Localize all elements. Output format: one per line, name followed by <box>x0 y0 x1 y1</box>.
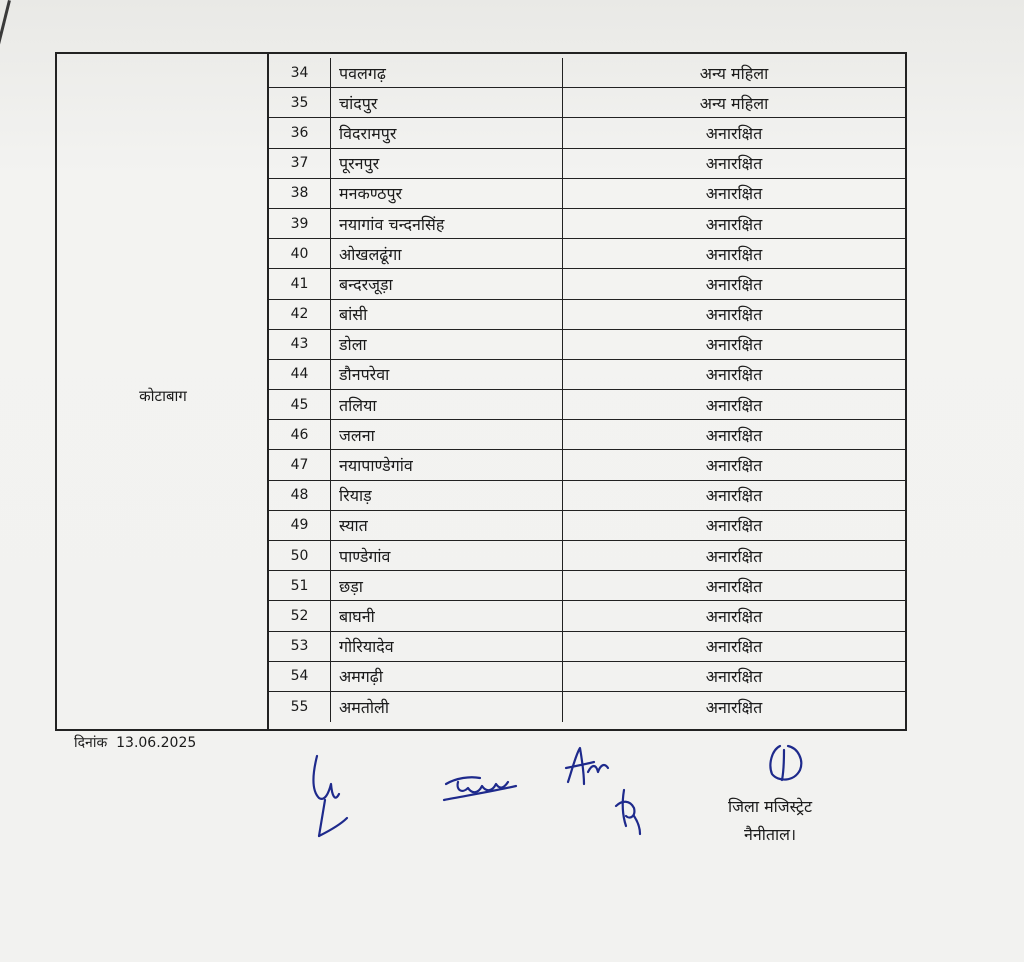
village-name: जलना <box>331 420 563 449</box>
reservation-table <box>55 52 907 731</box>
serial-number: 53 <box>269 632 331 661</box>
serial-number: 41 <box>269 269 331 298</box>
reservation-category: अनारक्षित <box>705 335 763 355</box>
village-name: रियाड़ <box>331 481 563 510</box>
village-name: मनकण्ठपुर <box>331 179 563 208</box>
serial-number: 50 <box>269 541 331 570</box>
village-name: बन्दरजूड़ा <box>331 269 563 298</box>
serial-number: 36 <box>269 118 331 147</box>
signature-1 <box>305 752 360 842</box>
signatory-block <box>728 793 812 849</box>
table-row <box>269 300 905 330</box>
reservation-category: अनारक्षित <box>705 698 763 718</box>
reservation-category: अनारक्षित <box>705 365 763 385</box>
table-row <box>269 481 905 511</box>
reservation-category: अनारक्षित <box>705 486 763 506</box>
table-row <box>269 571 905 601</box>
serial-number: 54 <box>269 662 331 691</box>
village-name: अमतोली <box>331 692 563 722</box>
serial-number: 46 <box>269 420 331 449</box>
village-name: विदरामपुर <box>331 118 563 147</box>
serial-number: 43 <box>269 330 331 359</box>
date-value: 13.06.2025 <box>116 735 197 751</box>
village-name: गोरियादेव <box>331 632 563 661</box>
serial-number: 55 <box>269 692 331 722</box>
table-row <box>269 330 905 360</box>
serial-number: 39 <box>269 209 331 238</box>
reservation-category: अनारक्षित <box>705 606 763 626</box>
village-name: अमगढ़ी <box>331 662 563 691</box>
village-name: चांदपुर <box>331 88 563 117</box>
table-row <box>269 360 905 390</box>
serial-number: 49 <box>269 511 331 540</box>
reservation-category: अनारक्षित <box>705 184 763 204</box>
table-rows <box>269 58 905 722</box>
village-name: डौनपरेवा <box>331 360 563 389</box>
reservation-category: अनारक्षित <box>705 305 763 325</box>
block-name: कोटाबाग <box>139 387 187 405</box>
signature-4 <box>610 786 650 838</box>
serial-number: 38 <box>269 179 331 208</box>
reservation-category: अनारक्षित <box>705 546 763 566</box>
block-column <box>57 54 269 729</box>
village-name: तलिया <box>331 390 563 419</box>
table-row <box>269 149 905 179</box>
reservation-category: अनारक्षित <box>705 456 763 476</box>
reservation-category: अनारक्षित <box>705 637 763 657</box>
signature-3 <box>558 742 618 792</box>
village-name: पवलगढ़ <box>331 58 563 87</box>
table-row <box>269 541 905 571</box>
reservation-category: अनारक्षित <box>705 576 763 596</box>
serial-number: 52 <box>269 601 331 630</box>
serial-number: 48 <box>269 481 331 510</box>
village-name: ओखलढूंगा <box>331 239 563 268</box>
table-row <box>269 511 905 541</box>
village-name: पाण्डेगांव <box>331 541 563 570</box>
village-name: नयापाण्डेगांव <box>331 450 563 479</box>
village-name: स्यात <box>331 511 563 540</box>
village-name: पूरनपुर <box>331 149 563 178</box>
table-row <box>269 601 905 631</box>
table-row <box>269 692 905 722</box>
reservation-category: अनारक्षित <box>705 123 763 143</box>
table-row <box>269 118 905 148</box>
serial-number: 40 <box>269 239 331 268</box>
serial-number: 45 <box>269 390 331 419</box>
table-row <box>269 269 905 299</box>
village-name: बांसी <box>331 300 563 329</box>
reservation-category: अन्य महिला <box>699 63 769 83</box>
table-row <box>269 662 905 692</box>
table-row <box>269 209 905 239</box>
reservation-category: अनारक्षित <box>705 274 763 294</box>
reservation-category: अनारक्षित <box>705 425 763 445</box>
table-row <box>269 58 905 88</box>
table-row <box>269 88 905 118</box>
serial-number: 47 <box>269 450 331 479</box>
table-row <box>269 632 905 662</box>
serial-number: 34 <box>269 58 331 87</box>
table-row <box>269 239 905 269</box>
reservation-category: अनारक्षित <box>705 154 763 174</box>
date-label: दिनांक <box>74 735 108 751</box>
table-row <box>269 390 905 420</box>
serial-number: 35 <box>269 88 331 117</box>
signature-2 <box>440 768 520 808</box>
serial-number: 42 <box>269 300 331 329</box>
signatory-designation: जिला मजिस्ट्रेट <box>728 797 813 816</box>
serial-number: 51 <box>269 571 331 600</box>
serial-number: 37 <box>269 149 331 178</box>
signatory-place: नैनीताल। <box>743 825 797 844</box>
reservation-category: अनारक्षित <box>705 667 763 687</box>
reservation-category: अनारक्षित <box>705 516 763 536</box>
reservation-category: अनारक्षित <box>705 244 763 264</box>
village-name: छड़ा <box>331 571 563 600</box>
table-row <box>269 179 905 209</box>
village-name: डोला <box>331 330 563 359</box>
table-row <box>269 420 905 450</box>
reservation-category: अनारक्षित <box>705 214 763 234</box>
signature-5 <box>762 740 810 788</box>
village-name: बाघनी <box>331 601 563 630</box>
village-name: नयागांव चन्दनसिंह <box>331 209 563 238</box>
table-row <box>269 450 905 480</box>
date-line <box>74 733 196 752</box>
reservation-category: अन्य महिला <box>699 93 769 113</box>
reservation-category: अनारक्षित <box>705 395 763 415</box>
serial-number: 44 <box>269 360 331 389</box>
